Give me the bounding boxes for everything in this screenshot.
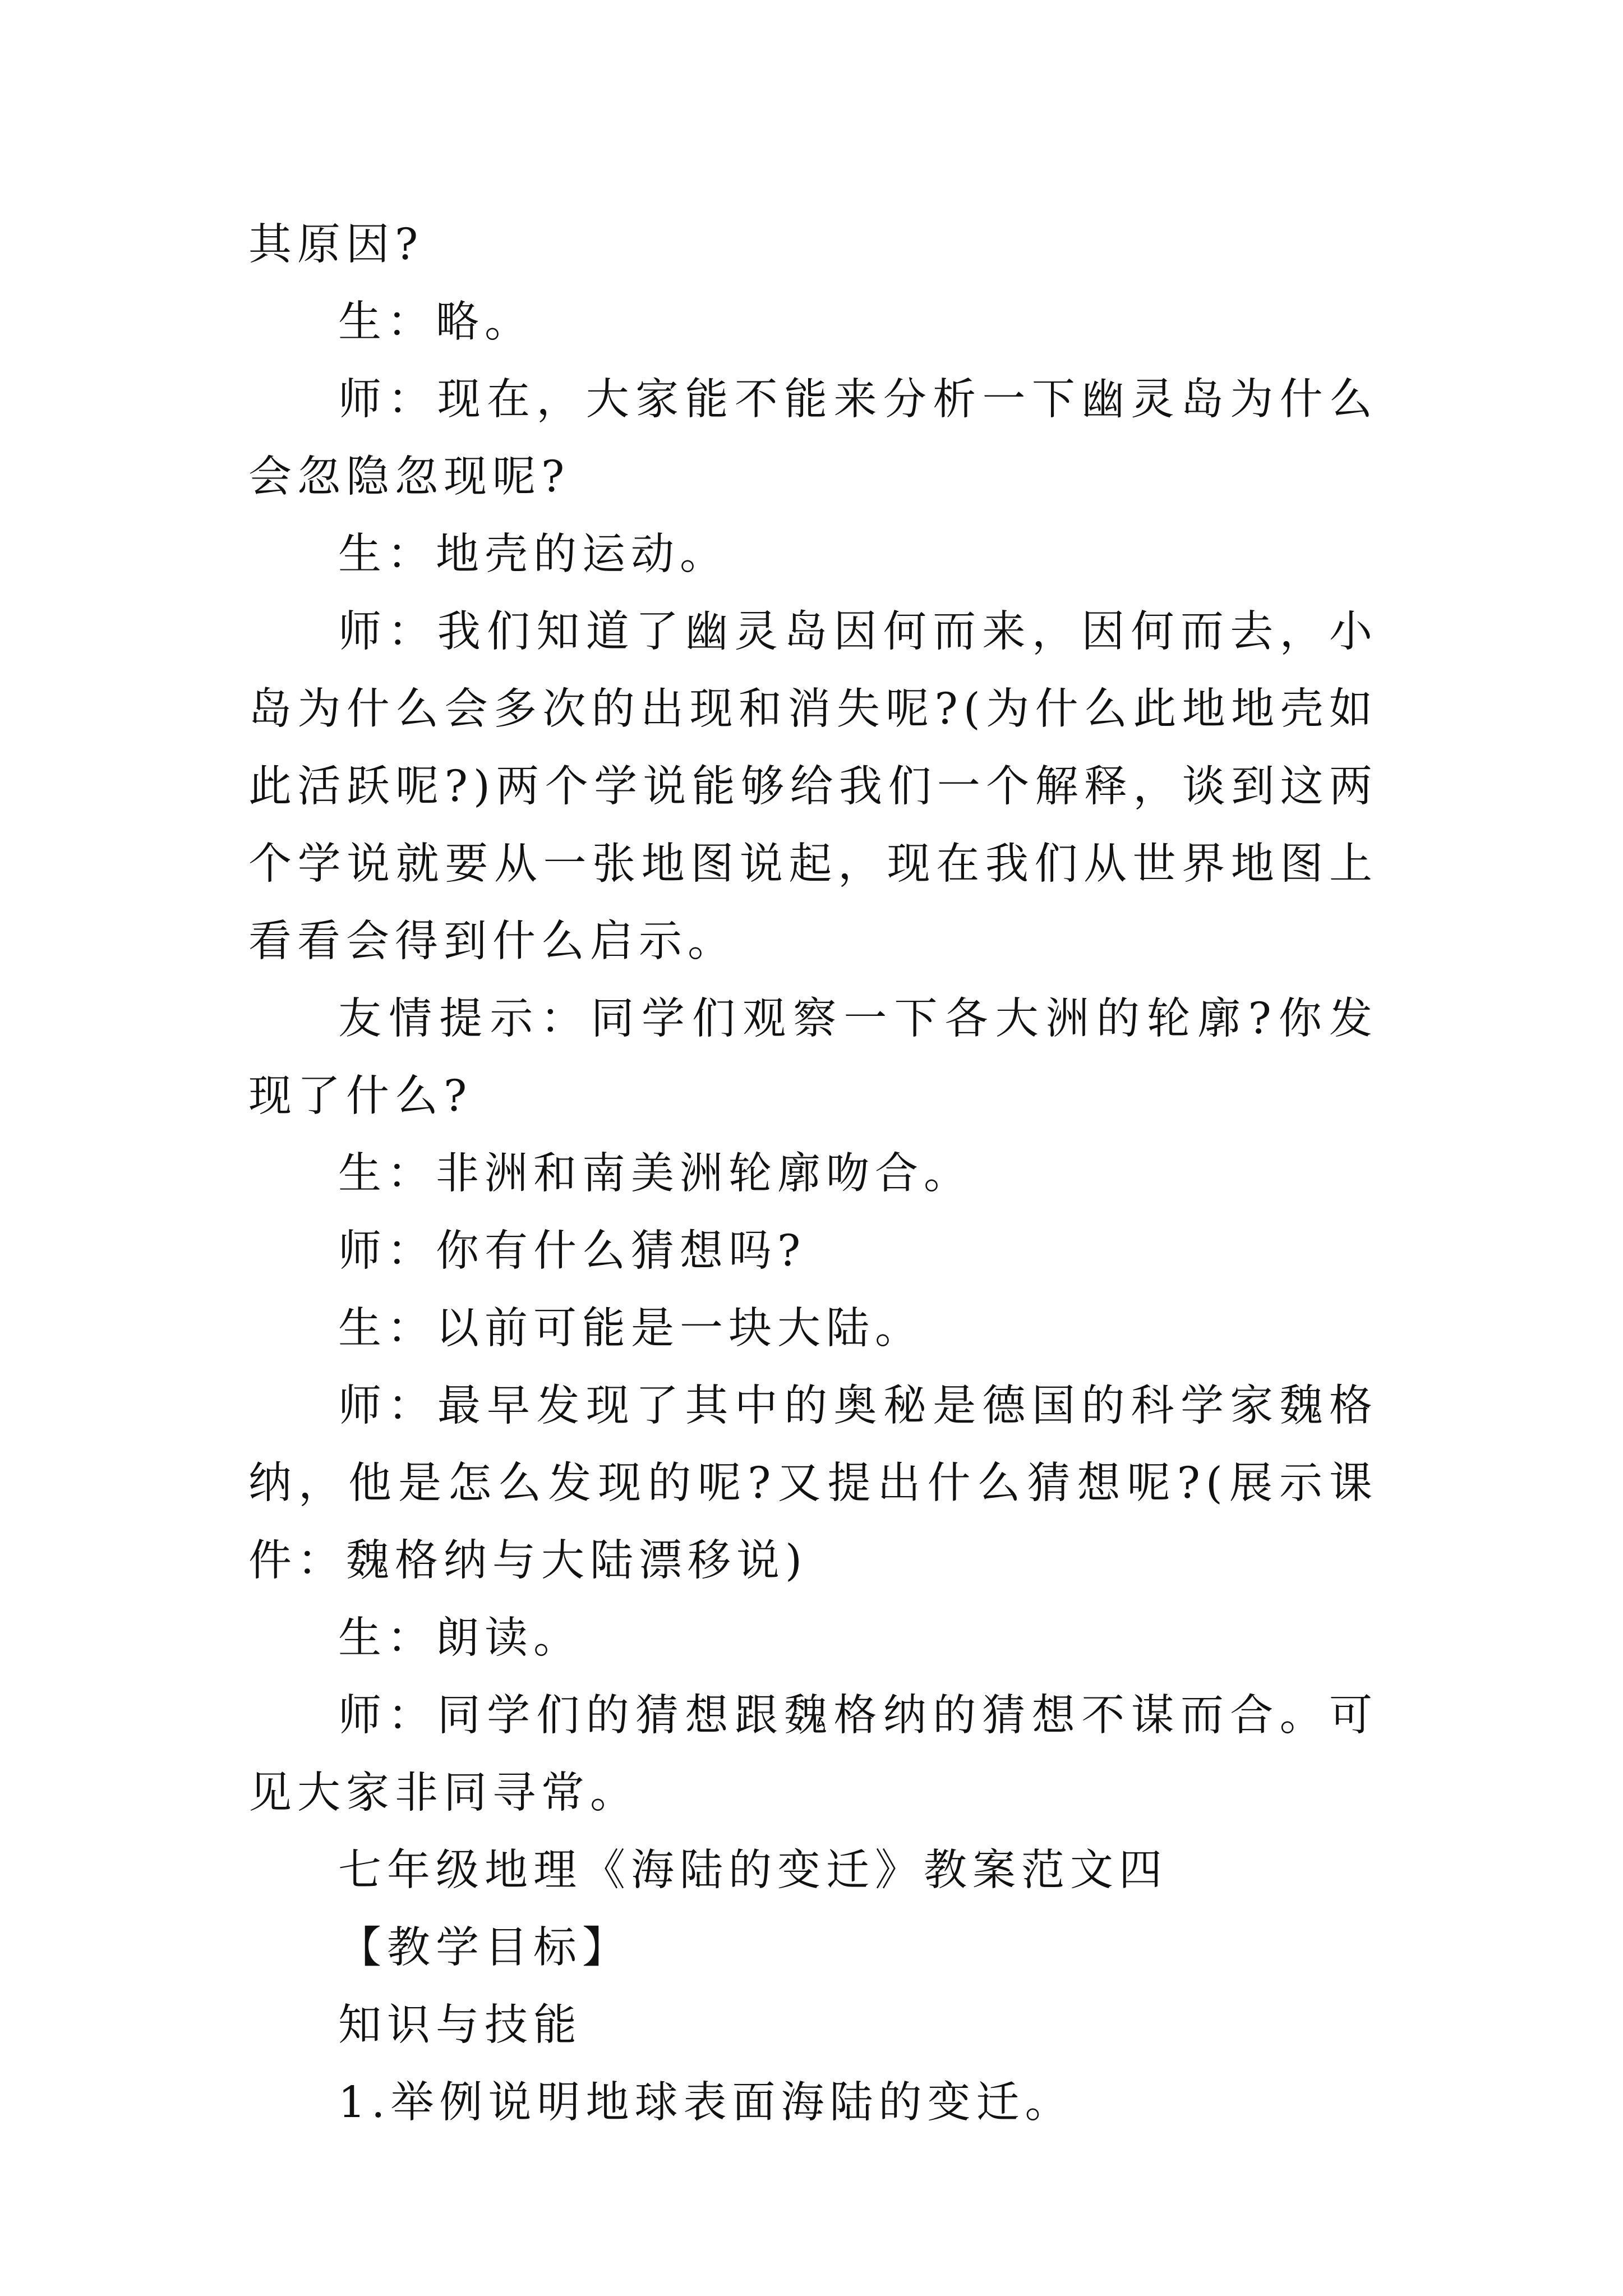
document-body <box>248 206 1378 2142</box>
paragraph: 师：现在，大家能不能来分析一下幽灵岛为什么会忽隐忽现呢? <box>248 375 1378 502</box>
paragraph: 生：以前可能是一块大陆。 <box>338 1304 924 1354</box>
heading: 【教学目标】 <box>338 1923 631 1973</box>
paragraph: 生：地壳的运动。 <box>338 530 728 579</box>
paragraph: 师：你有什么猜想吗? <box>338 1226 806 1276</box>
paragraph: 其原因? <box>248 220 424 270</box>
paragraph: 生：非洲和南美洲轮廓吻合。 <box>338 1149 972 1199</box>
paragraph: 友情提示：同学们观察一下各大洲的轮廓?你发现了什么? <box>248 994 1378 1121</box>
subheading: 知识与技能 <box>338 2000 582 2050</box>
paragraph: 生：略。 <box>338 297 533 347</box>
section-title: 七年级地理《海陆的变迁》教案范文四 <box>338 1846 1168 1895</box>
list-item: 1.举例说明地球表面海陆的变迁。 <box>338 2078 1074 2128</box>
paragraph: 师：同学们的猜想跟魏格纳的猜想不谋而合。可见大家非同寻常。 <box>248 1691 1378 1818</box>
paragraph: 师：我们知道了幽灵岛因何而来，因何而去，小岛为什么会多次的出现和消失呢?(为什么此地地壳如此活跃呢?)两个学说能够给我们一个解释，谈到这两个学说就要从一张地图说起，现在我们从世界地图上看看会得到什么启示。 <box>248 607 1378 967</box>
paragraph: 师：最早发现了其中的奥秘是德国的科学家魏格纳，他是怎么发现的呢?又提出什么猜想呢?(展示课件：魏格纳与大陆漂移说) <box>248 1381 1378 1586</box>
paragraph: 生：朗读。 <box>338 1613 582 1663</box>
